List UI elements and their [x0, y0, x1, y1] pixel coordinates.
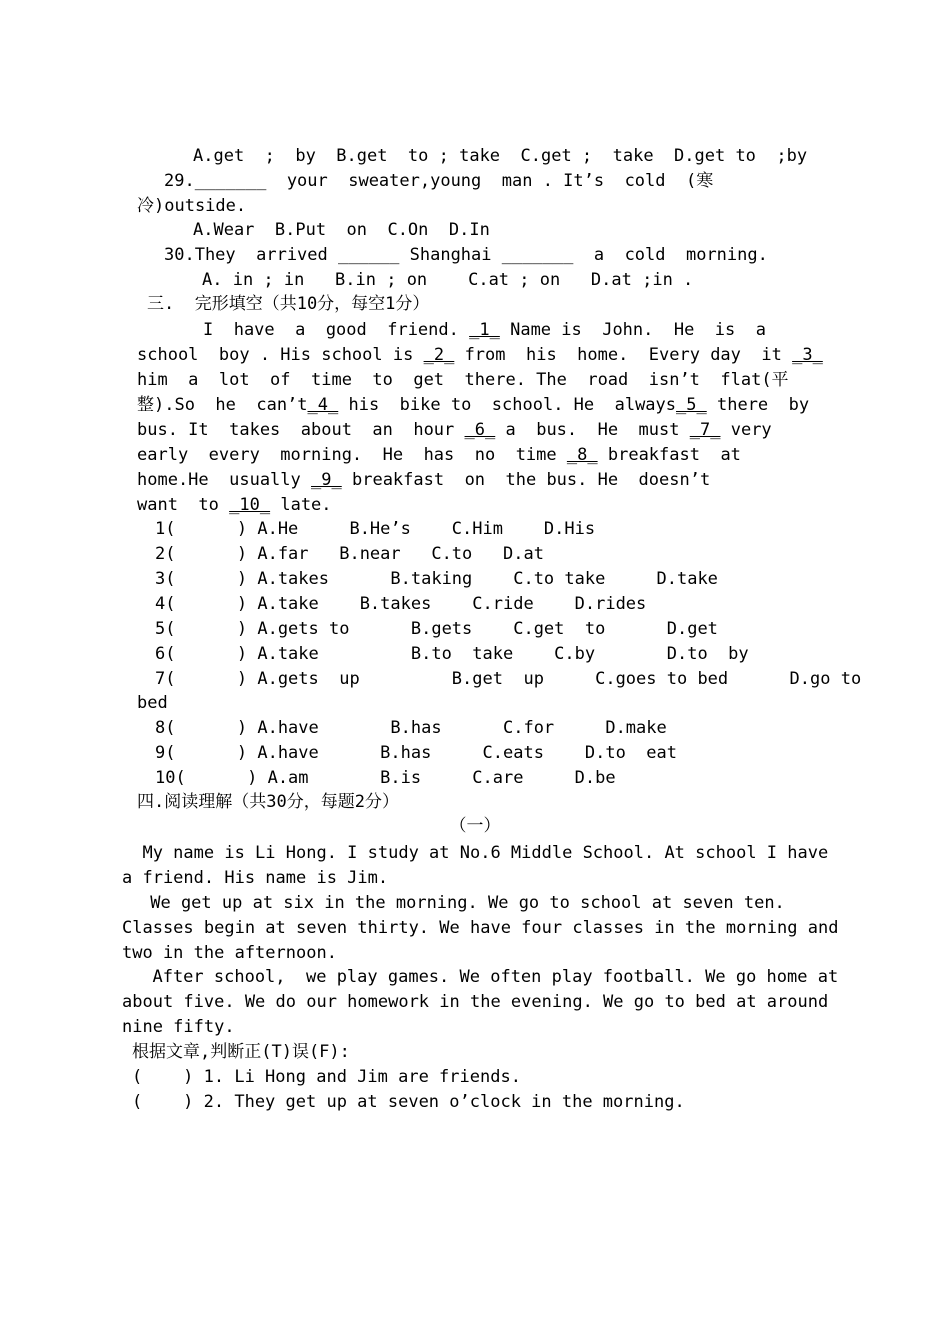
- passage-line: two in the afternoon.: [122, 943, 337, 963]
- cloze-text: very: [730, 420, 772, 440]
- tf-item-2: ( ) 2. They get up at seven o’clock in the morning.: [132, 1092, 685, 1112]
- passage-line: about five. We do our homework in the evening. We go to bed at around: [122, 992, 829, 1012]
- cloze-text: I have a good friend.: [203, 320, 459, 340]
- cloze-line-5: [137, 419, 772, 441]
- tf-item-1: ( ) 1. Li Hong and Jim are friends.: [132, 1067, 521, 1087]
- cloze-line-2: [137, 344, 823, 366]
- blank-9: _9_: [311, 470, 342, 490]
- q29-line2: 冷)outside.: [137, 196, 247, 216]
- cloze-text: late.: [280, 495, 332, 515]
- cloze-text: 整).So he can’t: [137, 395, 308, 415]
- tf-instruction: 根据文章,判断正(T)误(F):: [132, 1042, 350, 1062]
- cloze-line-1: [203, 319, 766, 341]
- cloze-option-5: 5( ) A.gets to B.gets C.get to D.get: [155, 619, 718, 639]
- section4-title: 四.阅读理解（共30分，每题2分）: [137, 792, 399, 812]
- blank-2: _2_: [423, 345, 455, 365]
- cloze-text: early every morning. He has no time: [137, 445, 557, 465]
- passage-line: Classes begin at seven thirty. We have four classes in the morning and: [122, 918, 839, 938]
- blank-1: _1_: [469, 320, 500, 340]
- passage-line: a friend. His name is Jim.: [122, 868, 389, 888]
- cloze-text: school boy . His school is: [137, 345, 414, 365]
- cloze-text: home.He usually: [137, 470, 301, 490]
- cloze-line-3: him a lot of time to get there. The road isn’t flat(平: [137, 370, 789, 390]
- cloze-option-1: 1( ) A.He B.He’s C.Him D.His: [155, 519, 596, 539]
- blank-6: _6_: [464, 420, 496, 440]
- cloze-text: Name is John. He is a: [510, 320, 766, 340]
- cloze-option-9: 9( ) A.have B.has C.eats D.to eat: [155, 743, 677, 763]
- blank-8: _8_: [566, 445, 598, 465]
- blank-10: _10_: [229, 495, 271, 515]
- cloze-option-10: 10( ) A.am B.is C.are D.be: [155, 768, 616, 788]
- passage-line: nine fifty.: [122, 1017, 235, 1037]
- blank-7: _7_: [689, 420, 721, 440]
- blank-4: _4_: [307, 395, 339, 415]
- section3-title: 三. 完形填空（共10分，每空1分）: [147, 294, 430, 314]
- q29-line1: 29._______ your sweater,young man . It’s cold (寒: [164, 171, 714, 191]
- cloze-text: breakfast at: [607, 445, 741, 465]
- blank-3: _3_: [792, 345, 823, 365]
- q29-options: A.Wear B.Put on C.On D.In: [193, 220, 490, 240]
- q30-options: A. in ; in B.in ; on C.at ; on D.at ;in .: [202, 270, 694, 290]
- cloze-option-2: 2( ) A.far B.near C.to D.at: [155, 544, 544, 564]
- cloze-option-6: 6( ) A.take B.to take C.by D.to by: [155, 644, 749, 664]
- cloze-option-7: 7( ) A.gets up B.get up C.goes to bed D.go to: [155, 669, 862, 689]
- passage-line: After school, we play games. We often play football. We go home at: [132, 967, 839, 987]
- cloze-line-4: [137, 394, 809, 416]
- cloze-option-8: 8( ) A.have B.has C.for D.make: [155, 718, 667, 738]
- cloze-line-7: [137, 469, 710, 491]
- passage-number: （一）: [449, 816, 501, 836]
- cloze-text: his bike to school. He always: [348, 395, 677, 415]
- cloze-line-8: [137, 494, 332, 516]
- q28-options: A.get ; by B.get to ; take C.get ; take D.get to ;by: [193, 146, 808, 166]
- q30-line: 30.They arrived ______ Shanghai _______ a cold morning.: [164, 245, 768, 265]
- cloze-text: breakfast on the bus. He doesn’t: [351, 470, 711, 490]
- cloze-text: want to: [137, 495, 219, 515]
- cloze-text: there by: [716, 395, 810, 415]
- passage-line: My name is Li Hong. I study at No.6 Middle School. At school I have: [122, 843, 829, 863]
- blank-5: _5_: [676, 395, 707, 415]
- cloze-line-6: [137, 444, 741, 466]
- passage-line: We get up at six in the morning. We go to school at seven ten.: [140, 893, 785, 913]
- cloze-text: from his home. Every day it: [464, 345, 782, 365]
- cloze-option-3: 3( ) A.takes B.taking C.to take D.take: [155, 569, 718, 589]
- cloze-text: bus. It takes about an hour: [137, 420, 455, 440]
- cloze-option-7-cont: bed: [137, 693, 168, 713]
- cloze-text: a bus. He must: [505, 420, 680, 440]
- cloze-option-4: 4( ) A.take B.takes C.ride D.rides: [155, 594, 647, 614]
